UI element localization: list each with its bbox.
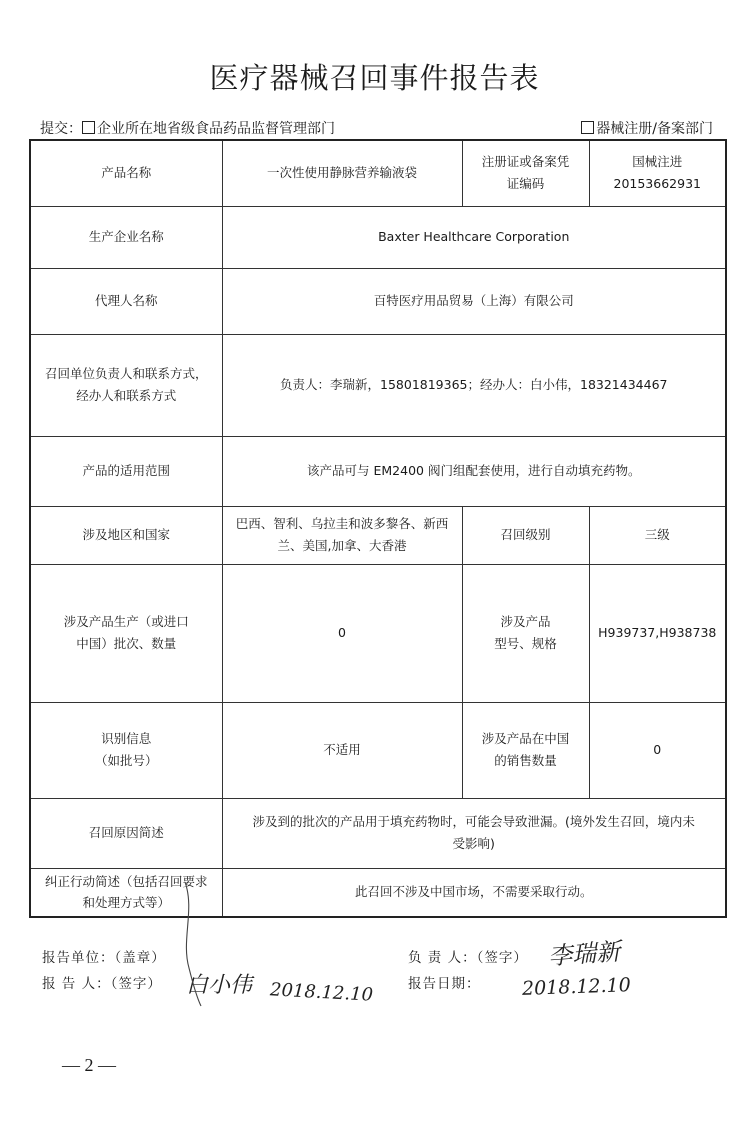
recall-level-value: 三级 xyxy=(589,506,726,564)
reason-label: 召回原因简述 xyxy=(30,798,222,868)
regions-line2: 兰、美国,加拿、大香港 xyxy=(277,538,407,553)
reporter-label: 报 告 人：（签字） xyxy=(42,976,162,992)
contact-label xyxy=(30,334,222,436)
table-row xyxy=(30,564,726,702)
identification-label-line2: （如批号） xyxy=(94,753,158,768)
reason-value xyxy=(222,798,726,868)
table-row xyxy=(30,798,726,868)
responsible-label: 负 责 人：（签字） xyxy=(408,950,528,966)
recall-report-table xyxy=(29,139,727,918)
table-row xyxy=(30,506,726,564)
regions-label: 涉及地区和国家 xyxy=(30,506,222,564)
table-row xyxy=(30,334,726,436)
sales-label xyxy=(462,702,589,798)
manufacturer-value: Baxter Healthcare Corporation xyxy=(222,206,726,268)
contact-label-line1: 召回单位负责人和联系方式， xyxy=(44,366,208,382)
batches-value: 0 xyxy=(222,564,462,702)
action-value: 此召回不涉及中国市场，不需要采取行动。 xyxy=(222,868,726,917)
regions-line1: 巴西、智利、乌拉圭和波多黎各、新西 xyxy=(235,516,449,532)
reporter-signature-date: 2018.12.10 xyxy=(269,979,374,1006)
agent-value: 百特医疗用品贸易（上海）有限公司 xyxy=(222,268,726,334)
batches-label xyxy=(30,564,222,702)
submit-left-option xyxy=(40,118,335,138)
identification-value: 不适用 xyxy=(222,702,462,798)
submit-prefix: 提交： xyxy=(40,121,82,137)
reason-line2: 受影响) xyxy=(452,836,495,851)
contact-value: 负责人：李瑞新，15801819365；经办人：白小伟，18321434467 xyxy=(222,334,726,436)
registration-value-cell xyxy=(589,140,726,206)
page-title: 医疗器械召回事件报告表 xyxy=(209,61,540,95)
reason-line1: 涉及到的批次的产品用于填充药物时，可能会导致泄漏。(境外发生召回，境内未 xyxy=(252,814,695,830)
checkbox-registration xyxy=(581,121,594,134)
action-label-line1: 纠正行动简述（包括召回要求 xyxy=(44,873,208,889)
action-label-line2: 和处理方式等） xyxy=(82,895,170,911)
reg-label-line1: 注册证或备案凭 xyxy=(481,154,570,170)
reg-value-line2: 20153662931 xyxy=(613,176,701,192)
table-row xyxy=(30,268,726,334)
scope-label: 产品的适用范围 xyxy=(30,436,222,506)
sales-label-line1: 涉及产品在中国 xyxy=(481,731,570,747)
manufacturer-label: 生产企业名称 xyxy=(30,206,222,268)
model-label-line1: 涉及产品 xyxy=(500,614,551,630)
model-value: H939737,H938738 xyxy=(589,564,726,702)
handwritten-stroke-mark xyxy=(175,880,215,1010)
page-number: — 2 — xyxy=(62,1055,116,1075)
report-unit-label: 报告单位：（盖章） xyxy=(42,950,166,966)
scope-value: 该产品可与 EM2400 阀门组配套使用，进行自动填充药物。 xyxy=(222,436,726,506)
sales-value: 0 xyxy=(589,702,726,798)
model-label-line2: 型号、规格 xyxy=(494,636,557,651)
responsible-signature: 李瑞新 xyxy=(547,937,622,971)
recall-level-label: 召回级别 xyxy=(462,506,589,564)
agent-label: 代理人名称 xyxy=(30,268,222,334)
report-date-value: 2018.12.10 xyxy=(521,974,632,1000)
table-row xyxy=(30,868,726,917)
table-row xyxy=(30,140,726,206)
provincial-label: 企业所在地省级食品药品监督管理部门 xyxy=(97,121,335,137)
identification-label xyxy=(30,702,222,798)
model-label xyxy=(462,564,589,702)
table-row xyxy=(30,702,726,798)
table-row xyxy=(30,206,726,268)
checkbox-provincial xyxy=(82,121,95,134)
product-name-label: 产品名称 xyxy=(30,140,222,206)
reg-label-line2: 证编码 xyxy=(506,176,545,192)
reporter-signature: 白小伟 xyxy=(186,973,253,998)
batches-label-line1: 涉及产品生产（或进口 xyxy=(63,614,189,630)
reg-value-line1: 国械注进 xyxy=(632,154,683,170)
submit-right-option xyxy=(581,118,713,138)
registration-label-cell xyxy=(462,140,589,206)
identification-label-line1: 识别信息 xyxy=(101,731,152,747)
sales-label-line2: 的销售数量 xyxy=(494,753,557,768)
report-date-label: 报告日期： xyxy=(408,976,481,992)
table-row xyxy=(30,436,726,506)
regions-value xyxy=(222,506,462,564)
registration-label: 器械注册/备案部门 xyxy=(596,121,713,137)
contact-label-line2: 经办人和联系方式 xyxy=(76,388,177,403)
batches-label-line2: 中国）批次、数量 xyxy=(76,636,177,651)
product-name-value: 一次性使用静脉营养输液袋 xyxy=(222,140,462,206)
